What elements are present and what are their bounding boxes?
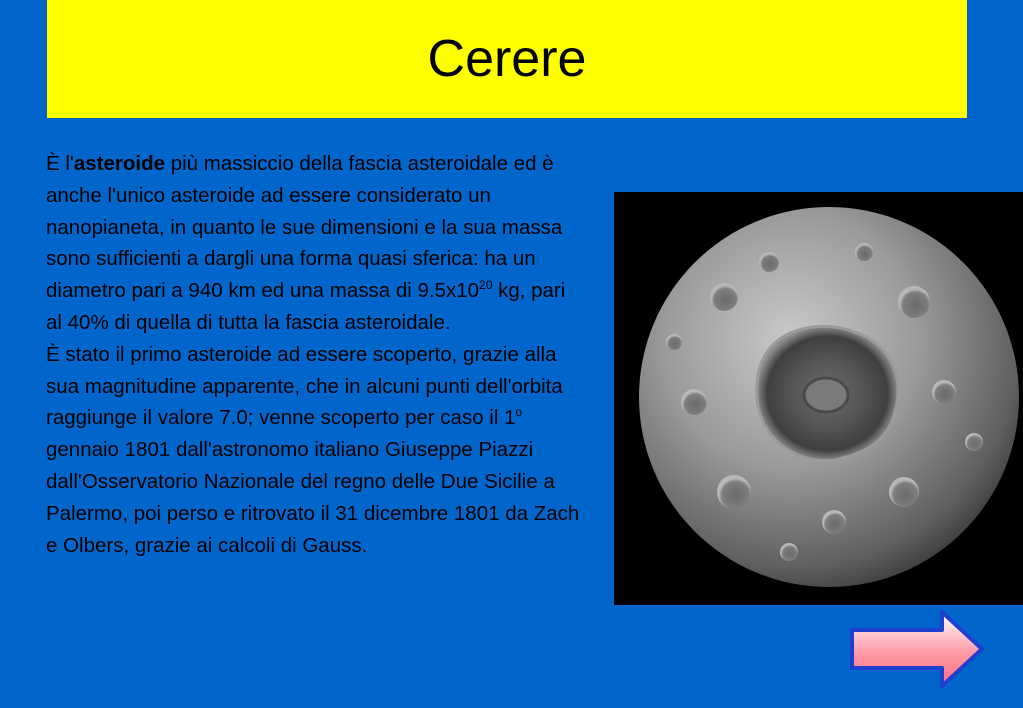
ceres-photo	[614, 192, 1023, 605]
small-crater	[965, 433, 983, 451]
paragraph-1-text-b: kg, pari al 40% di quella di tutta la fascia asteroidale.	[46, 279, 566, 334]
slide-title: Cerere	[427, 30, 587, 88]
small-crater	[717, 475, 751, 509]
paragraph-1-text-a: più massiccio della fascia asteroidale ed è anche l'unico asteroide ad essere considerato un nanopianeta, in quanto le sue dimensioni e la sua massa sono sufficienti a dargli una forma quasi sferica: ha un diametro pari a 940 km ed una massa di 9.5x10	[46, 152, 563, 303]
asteroid-term: asteroide	[73, 152, 165, 175]
ordinal-superscript: o	[515, 405, 523, 420]
mass-exponent: 20	[479, 278, 493, 293]
slide-body-text	[46, 148, 581, 561]
small-crater	[666, 334, 682, 350]
title-bar	[47, 0, 967, 118]
central-peak	[804, 378, 848, 412]
paragraph-1-prefix: È l'	[46, 152, 74, 175]
small-crater	[780, 543, 798, 561]
small-crater	[759, 252, 779, 272]
small-crater	[932, 380, 956, 404]
next-slide-button[interactable]	[846, 608, 988, 690]
ceres-illustration	[614, 192, 1023, 605]
small-crater	[898, 286, 930, 318]
small-crater	[855, 243, 873, 261]
paragraph-2-text-b: gennaio 1801 dall'astronomo italiano Giuseppe Piazzi dall'Osservatorio Nazionale del regno delle Due Sicilie a Palermo, poi perso e ritrovato il 31 dicembre 1801 da Zach e Olbers, grazie ai calcoli di Gauss.	[46, 438, 580, 557]
paragraph-2	[46, 339, 581, 562]
small-crater	[681, 389, 707, 415]
small-crater	[822, 510, 846, 534]
small-crater	[889, 477, 919, 507]
paragraph-2-text-a: È stato il primo asteroide ad essere scoperto, grazie alla sua magnitudine apparente, che in alcuni punti dell'orbita raggiunge il valore 7.0; venne scoperto per caso il 1	[46, 342, 563, 430]
small-crater	[710, 283, 738, 311]
paragraph-1	[46, 148, 581, 339]
right-arrow-icon	[846, 608, 988, 690]
